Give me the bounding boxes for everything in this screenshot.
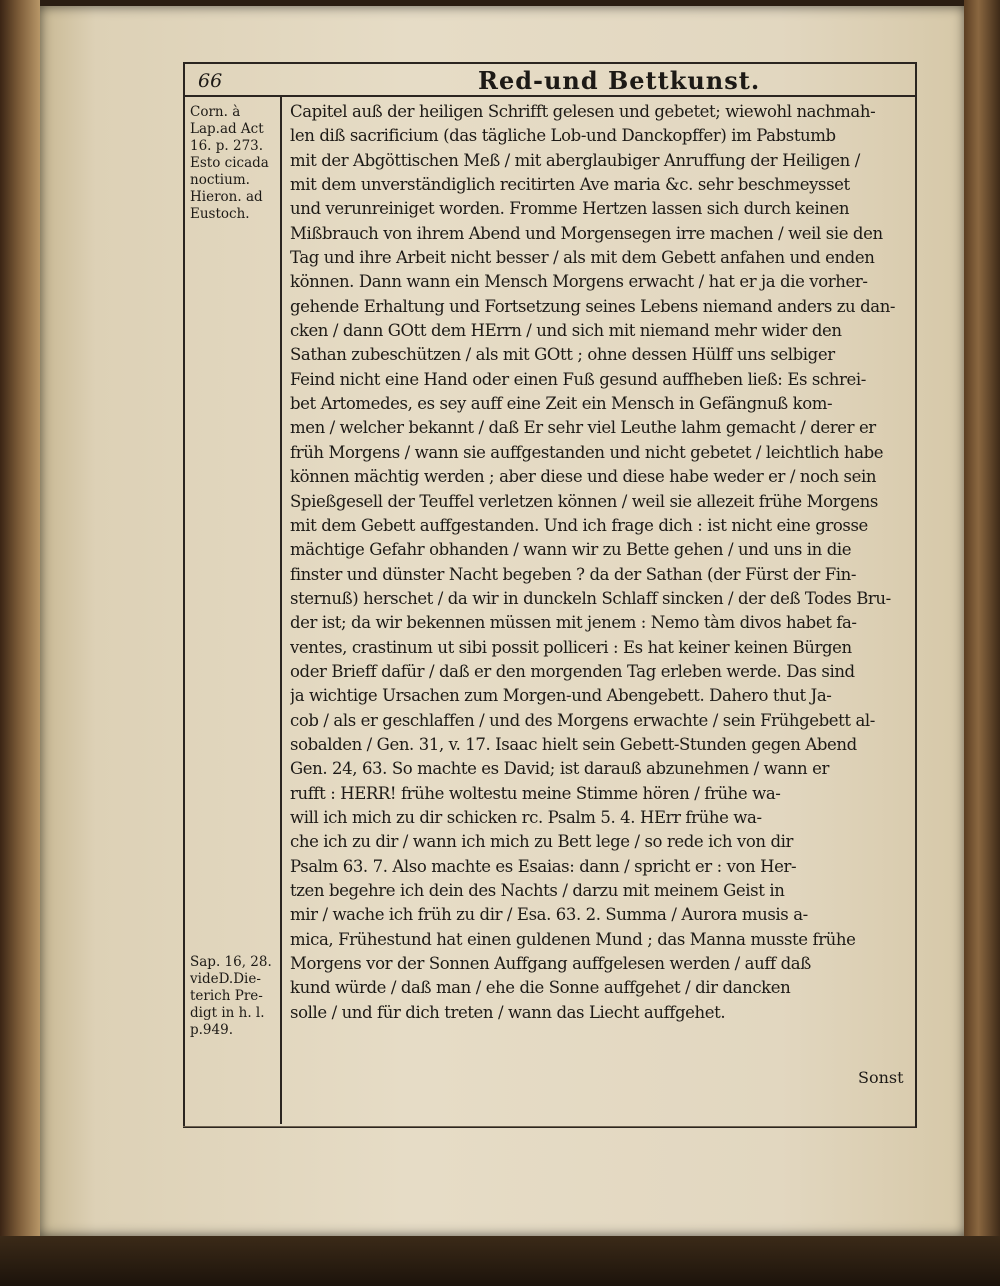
book-edge-right [964,0,1000,1286]
margin-note-line: 16. p. 273. [190,138,264,154]
text-line: rufft : HERR! frühe woltestu meine Stimme hören / frühe wa- [290,783,781,803]
text-line: früh Morgens / wann sie auffgestanden und nicht gebetet / leichtlich habe [290,442,884,462]
margin-note-line: Esto cicada [190,155,269,171]
text-line: cob / als er geschlaffen / und des Morgens erwachte / sein Frühgebett al- [290,710,875,730]
text-line: che ich zu dir / wann ich mich zu Bett lege / so rede ich von dir [290,832,793,852]
margin-note-line: terich Pre- [190,988,263,1004]
running-head: Red-und Bettkunst. [478,66,761,95]
margin-note-line: Hieron. ad [190,189,263,205]
body-text [290,100,910,1025]
margin-rule [280,97,282,1124]
text-line: men / welcher bekannt / daß Er sehr viel Leuthe lahm gemacht / derer er [290,418,876,438]
text-line: Gen. 24, 63. So machte es David; ist darauß abzunehmen / wann er [290,759,829,779]
text-line: kund würde / daß man / ehe die Sonne auffgehet / dir dancken [290,978,791,998]
text-line: mächtige Gefahr obhanden / wann wir zu Bette gehen / und uns in die [290,540,852,560]
margin-note-line: digt in h. l. [190,1005,265,1021]
text-line: bet Artomedes, es sey auff eine Zeit ein Mensch in Gefängnuß kom- [290,394,833,414]
text-line: len diß sacrificium (das tägliche Lob-und Danckopffer) im Pabstumb [290,126,836,146]
bottom-rule [183,1126,915,1127]
text-line: Feind nicht eine Hand oder einen Fuß gesund auffheben ließ: Es schrei- [290,369,866,389]
text-line: mit der Abgöttischen Meß / mit aberglaubiger Anruffung der Heiligen / [290,150,860,170]
text-line: mit dem unverständiglich recitirten Ave maria &c. sehr beschmeysset [290,175,850,195]
text-line: der ist; da wir bekennen müssen mit jenem : Nemo tàm divos habet fa- [290,613,857,633]
text-line: mit dem Gebett auffgestanden. Und ich frage dich : ist nicht eine grosse [290,515,868,535]
text-line: Spießgesell der Teuffel verletzen können / weil sie allezeit frühe Morgens [290,491,878,511]
table-surface [0,1236,1000,1286]
margin-note-line: Lap.ad Act [190,121,264,137]
margin-note-line: Sap. 16, 28. [190,954,272,970]
margin-note-line: Eustoch. [190,206,250,222]
margin-note-line: videD.Die- [190,971,261,987]
text-line: finster und dünster Nacht begeben ? da der Sathan (der Fürst der Fin- [290,564,857,584]
text-line: ventes, crastinum ut sibi possit polliceri : Es hat keiner keinen Bürgen [290,637,852,657]
page-number: 66 [198,70,223,92]
text-line: gehende Erhaltung und Fortsetzung seines Lebens niemand anders zu dan- [290,296,896,316]
margin-note-line: p.949. [190,1022,233,1038]
margin-note-bottom [190,954,278,1039]
margin-note-top [190,104,278,223]
text-line: Psalm 63. 7. Also machte es Esaias: dann / spricht er : von Her- [290,856,797,876]
margin-note-line: noctium. [190,172,250,188]
text-line: oder Brieff dafür / daß er den morgenden Tag erleben werde. Das sind [290,661,855,681]
text-line: Mißbrauch von ihrem Abend und Morgensegen irre machen / weil sie den [290,223,883,243]
text-line: Sathan zubeschützen / als mit GOtt ; ohne dessen Hülff uns selbiger [290,345,835,365]
text-line: will ich mich zu dir schicken rc. Psalm 5. 4. HErr frühe wa- [290,807,762,827]
text-line: können mächtig werden ; aber diese und diese habe weder er / noch sein [290,467,877,487]
text-line: Tag und ihre Arbeit nicht besser / als mit dem Gebett anfahen und enden [290,248,875,268]
text-line: tzen begehre ich dein des Nachts / darzu mit meinem Geist in [290,881,785,900]
book-edge-left [0,0,40,1286]
text-line: und verunreiniget worden. Fromme Hertzen lassen sich durch keinen [290,199,850,219]
text-line: Capitel auß der heiligen Schrifft gelesen und gebetet; wiewohl nachmah- [290,102,876,121]
text-line: sternuß) herschet / da wir in dunckeln Schlaff sincken / der deß Todes Bru- [290,588,891,608]
text-line: solle / und für dich treten / wann das Liecht auffgehet. [290,1002,726,1022]
header-rule [183,95,915,97]
text-line: cken / dann GOtt dem HErrn / und sich mit niemand mehr wider den [290,321,842,341]
text-line: können. Dann wann ein Mensch Morgens erwacht / hat er ja die vorher- [290,272,868,292]
catchword: Sonst [858,1068,904,1087]
text-line: mir / wache ich früh zu dir / Esa. 63. 2. Summa / Aurora musis a- [290,905,808,925]
text-line: sobalden / Gen. 31, v. 17. Isaac hielt sein Gebett-Stunden gegen Abend [290,734,857,754]
text-line: ja wichtige Ursachen zum Morgen-und Abengebett. Dahero thut Ja- [290,686,832,706]
text-line: mica, Frühestund hat einen guldenen Mund ; das Manna musste frühe [290,929,856,949]
text-line: Morgens vor der Sonnen Auffgang auffgelesen werden / auff daß [290,954,811,974]
margin-note-line: Corn. à [190,104,241,120]
